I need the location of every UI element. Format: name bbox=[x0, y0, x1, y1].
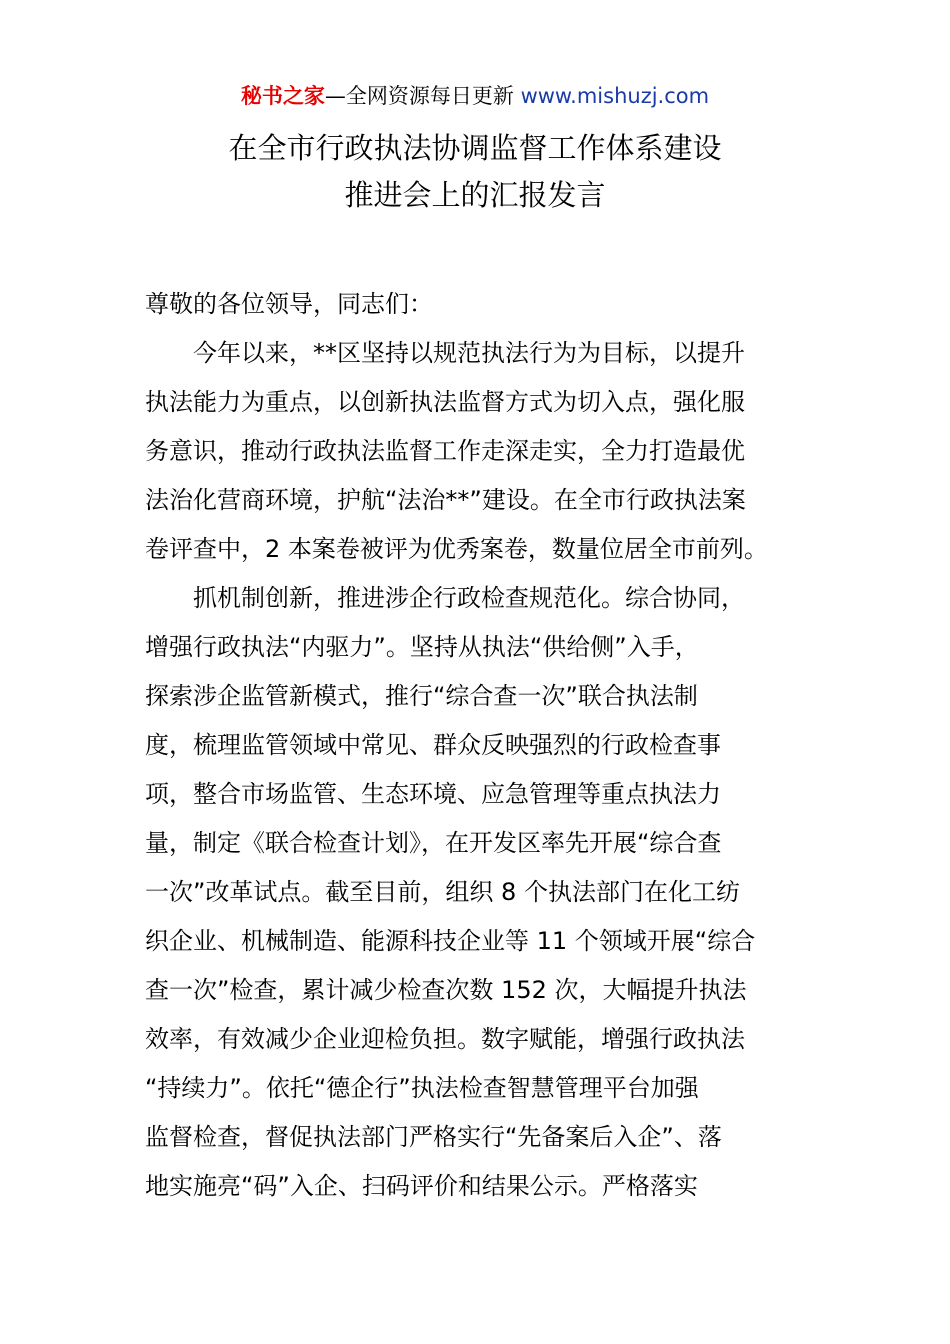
paragraph-line: 抓机制创新，推进涉企行政检查规范化。综合协同， bbox=[193, 584, 745, 612]
paragraph-line: “持续力”。依托“德企行”执法检查智慧管理平台加强 bbox=[145, 1074, 699, 1102]
brand-name: 秘书之家 bbox=[240, 84, 325, 108]
paragraph-line: 一次”改革试点。截至目前，组织 8 个执法部门在化工纺 bbox=[145, 878, 740, 906]
paragraph-2 bbox=[145, 574, 815, 1211]
paragraph-line: 织企业、机械制造、能源科技企业等 11 个领域开展“综合 bbox=[145, 927, 756, 955]
site-header bbox=[0, 80, 950, 112]
paragraph-line: 法治化营商环境，护航“法治**”建设。在全市行政执法案 bbox=[145, 486, 746, 514]
salutation: 尊敬的各位领导，同志们： bbox=[145, 290, 433, 318]
paragraph-line: 量，制定《联合检查计划》，在开发区率先开展“综合查 bbox=[145, 829, 722, 857]
site-url-link[interactable]: www.mishuzj.com bbox=[520, 84, 710, 108]
paragraph-line: 卷评查中，2 本案卷被评为优秀案卷，数量位居全市前列。 bbox=[145, 535, 768, 563]
paragraph-line: 查一次”检查，累计减少检查次数 152 次，大幅提升执法 bbox=[145, 976, 747, 1004]
paragraph-line: 地实施亮“码”入企、扫码评价和结果公示。严格落实 bbox=[145, 1172, 698, 1200]
paragraph-line: 效率，有效减少企业迎检负担。数字赋能，增强行政执法 bbox=[145, 1025, 745, 1053]
paragraph-line: 项，整合市场监管、生态环境、应急管理等重点执法力 bbox=[145, 780, 721, 808]
header-tagline: —全网资源每日更新 bbox=[324, 84, 521, 108]
paragraph-line: 探索涉企监管新模式，推行“综合查一次”联合执法制 bbox=[145, 682, 698, 710]
paragraph-line: 增强行政执法“内驱力”。坚持从执法“供给侧”入手， bbox=[145, 633, 699, 661]
paragraph-line: 度，梳理监管领域中常见、群众反映强烈的行政检查事 bbox=[145, 731, 721, 759]
paragraph-line: 务意识，推动行政执法监督工作走深走实，全力打造最优 bbox=[145, 437, 745, 465]
paragraph-line: 监督检查，督促执法部门严格实行“先备案后入企”、落 bbox=[145, 1123, 722, 1151]
document-title-line-1: 在全市行政执法协调监督工作体系建设 bbox=[228, 131, 722, 165]
paragraph-line: 执法能力为重点，以创新执法监督方式为切入点，强化服 bbox=[145, 388, 745, 416]
paragraph-1 bbox=[145, 329, 815, 574]
paragraph-line: 今年以来，**区坚持以规范执法行为为目标，以提升 bbox=[193, 339, 745, 367]
document-title-line-2: 推进会上的汇报发言 bbox=[344, 178, 606, 212]
